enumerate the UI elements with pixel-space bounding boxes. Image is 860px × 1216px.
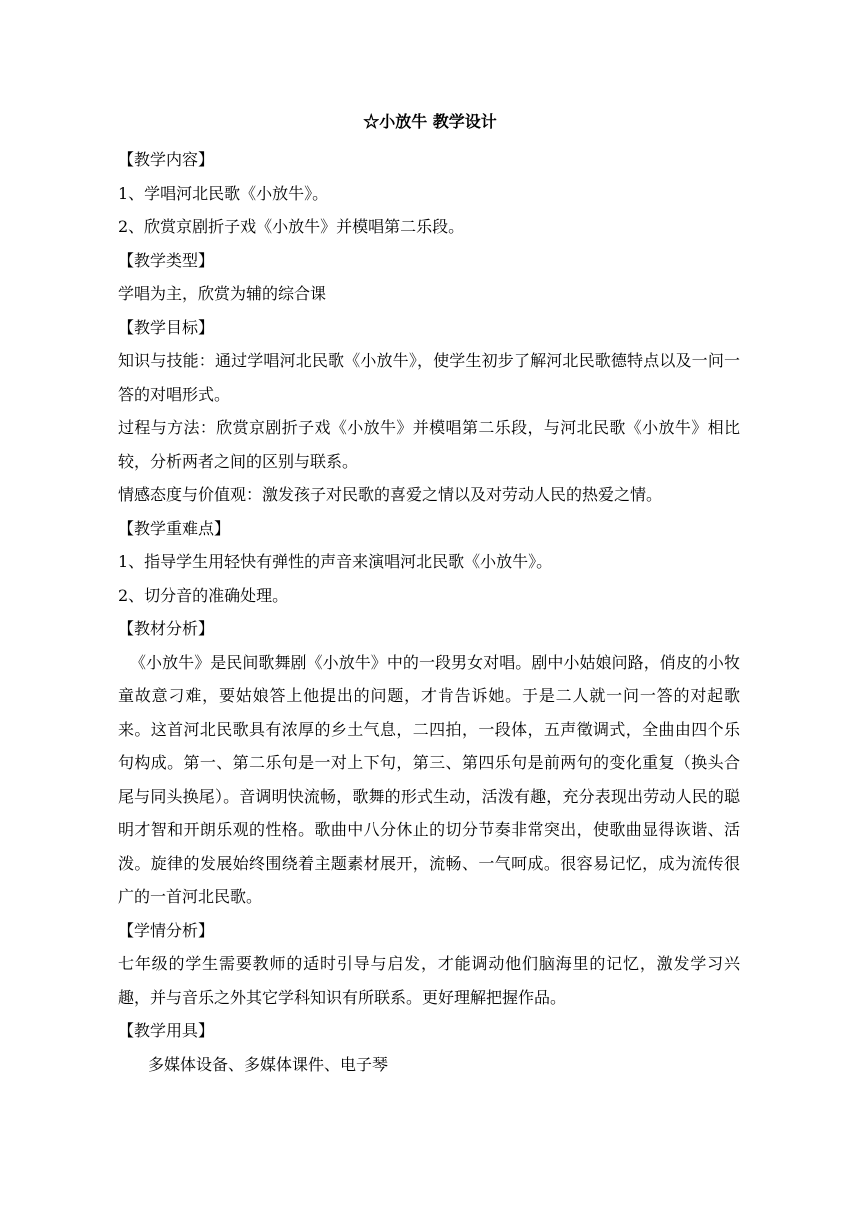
- tools-text: 多媒体设备、多媒体课件、电子琴: [148, 1054, 389, 1074]
- material-analysis-text: 《小放牛》是民间歌舞剧《小放牛》中的一段男女对唱。剧中小姑娘问路，俏皮的小牧童故意刁难，要姑娘答上他提出的问题，才肯告诉她。于是二人就一问一答的对起歌来。这首河北民歌具有浓厚的乡土气息，二四拍，一段体，五声徵调式，全曲由四个乐句构成。第一、第二乐句是一对上下句，第三、第四乐句是前两句的变化重复（换头合尾与同头换尾）。音调明快流畅，歌舞的形式生动，活泼有趣，充分表现出劳动人民的聪明才智和开朗乐观的性格。歌曲中八分休止的切分节奏非常突出，使歌曲显得诙谐、活泼。旋律的发展始终围绕着主题素材展开，流畅、一气呵成。很容易记忆，成为流传很广的一首河北民歌。: [118, 652, 740, 906]
- learner-analysis-text: 七年级的学生需要教师的适时引导与启发，才能调动他们脑海里的记忆，激发学习兴趣，并与音乐之外其它学科知识有所联系。更好理解把握作品。: [118, 954, 740, 1007]
- section-heading-type: 【教学类型】: [118, 250, 215, 270]
- difficulty-item-2: 2、切分音的准确处理。: [118, 585, 289, 605]
- section-heading-material: 【教材分析】: [118, 619, 215, 638]
- goal-process: 过程与方法：欣赏京剧折子戏《小放牛》并模唱第二乐段，与河北民歌《小放牛》相比较，分析两者之间的区别与联系。: [118, 418, 740, 471]
- section-heading-content: 【教学内容】: [118, 150, 215, 169]
- content-item-2: 2、欣赏京剧折子戏《小放牛》并模唱第二乐段。: [118, 217, 465, 236]
- difficulty-item-1: 1、指导学生用轻快有弹性的声音来演唱河北民歌《小放牛》。: [118, 552, 553, 571]
- goal-knowledge: 知识与技能：通过学唱河北民歌《小放牛》，使学生初步了解河北民歌德特点以及一问一答的对唱形式。: [118, 351, 740, 404]
- section-heading-difficulties: 【教学重难点】: [118, 518, 231, 538]
- goal-emotion: 情感态度与价值观：激发孩子对民歌的喜爱之情以及对劳动人民的热爱之情。: [118, 485, 663, 504]
- document-body: [118, 143, 740, 1081]
- section-heading-tools: 【教学用具】: [118, 1021, 215, 1040]
- section-heading-learners: 【学情分析】: [118, 920, 215, 940]
- content-item-1: 1、学唱河北民歌《小放牛》。: [118, 183, 329, 203]
- type-text: 学唱为主，欣赏为辅的综合课: [118, 284, 327, 303]
- section-heading-goals: 【教学目标】: [118, 317, 215, 337]
- document-title: ☆小放牛 教学设计: [363, 112, 497, 131]
